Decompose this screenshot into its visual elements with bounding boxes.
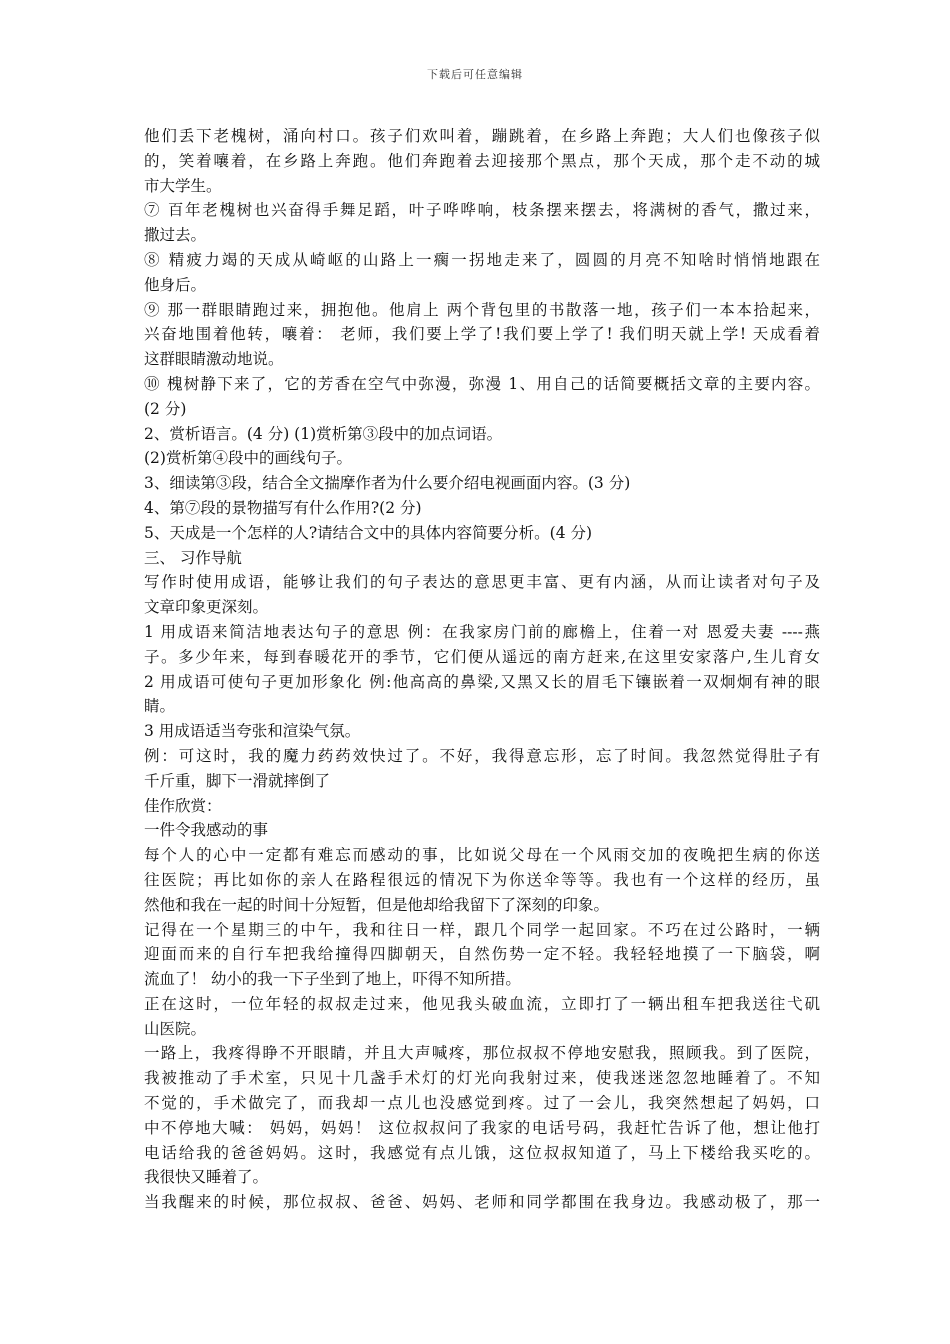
text-line: 市大学生。 bbox=[144, 176, 222, 195]
text-line: 然他和我在一起的时间十分短暂，但是他却给我留下了深刻的印象。 bbox=[144, 895, 610, 914]
document-body bbox=[144, 124, 820, 1215]
text-line: 迎面而来的自行车把我给撞得四脚朝天，自然伤势一定不轻。我轻轻地摸了一下脑袋，啊 bbox=[144, 945, 820, 964]
text-line: 撒过去。 bbox=[144, 226, 207, 245]
text-line: 3、细读第③段，结合全文揣摩作者为什么要介绍电视画面内容。(3 分) bbox=[144, 474, 631, 493]
text-line: 睛。 bbox=[144, 697, 176, 716]
text-line: 中不停地大喊： 妈妈，妈妈！ 这位叔叔问了我家的电话号码，我赶忙告诉了他，想让他打 bbox=[144, 1118, 820, 1137]
text-line: 兴奋地围着他转，嚷着： 老师，我们要上学了!我们要上学了! 我们明天就上学! 天成看着 bbox=[144, 325, 820, 344]
text-line: 往医院；再比如你的亲人在路程很远的情况下为你送伞等等。我也有一个这样的经历，虽 bbox=[144, 870, 820, 889]
text-line: 一路上，我疼得睁不开眼睛，并且大声喊疼，那位叔叔不停地安慰我，照顾我。到了医院， bbox=[144, 1044, 820, 1063]
page-header: 下载后可任意编辑 bbox=[427, 68, 523, 81]
text-line: 2 用成语可使句子更加形象化 例:他高高的鼻梁,又黑又长的眉毛下镶嵌着一双炯炯有神的眼 bbox=[144, 672, 820, 691]
text-line: 他身后。 bbox=[144, 275, 207, 294]
text-line: 子。多少年来，每到春暖花开的季节，它们便从遥远的南方赶来,在这里安家落户,生儿育女 bbox=[144, 647, 820, 666]
text-line: 的，笑着嚷着，在乡路上奔跑。他们奔跑着去迎接那个黑点，那个天成，那个走不动的城 bbox=[144, 151, 820, 170]
text-line: 不觉的，手术做完了，而我却一点儿也没感觉到疼。过了一会儿，我突然想起了妈妈，口 bbox=[144, 1094, 820, 1113]
text-line: 4、第⑦段的景物描写有什么作用?(2 分) bbox=[144, 498, 422, 517]
text-line: 这群眼睛激动地说。 bbox=[144, 350, 284, 369]
text-line: 3 用成语适当夸张和渲染气氛。 bbox=[144, 722, 361, 741]
text-line: 5、天成是一个怎样的人?请结合文中的具体内容简要分析。(4 分) bbox=[144, 523, 593, 542]
text-line: 1 用成语来简洁地表达句子的意思 例：在我家房门前的廊檐上，住着一对 恩爱夫妻 ----燕 bbox=[144, 622, 820, 641]
text-line: ⑧ 精疲力竭的天成从崎岖的山路上一瘸一拐地走来了，圆圆的月亮不知啥时悄悄地跟在 bbox=[144, 250, 820, 269]
text-line: 正在这时，一位年轻的叔叔走过来，他见我头破血流，立即打了一辆出租车把我送往弋矶 bbox=[144, 994, 820, 1013]
text-line: 写作时使用成语，能够让我们的句子表达的意思更丰富、更有内涵，从而让读者对句子及 bbox=[144, 573, 820, 592]
text-line: 千斤重，脚下一滑就摔倒了 bbox=[144, 771, 331, 790]
text-line: 我很快又睡着了。 bbox=[144, 1168, 269, 1187]
text-line: ⑦ 百年老槐树也兴奋得手舞足蹈，叶子哗哗响，枝条摆来摆去，将满树的香气，撒过来， bbox=[144, 201, 820, 220]
text-line: 记得在一个星期三的中午，我和往日一样，跟几个同学一起回家。不巧在过公路时，一辆 bbox=[144, 920, 820, 939]
text-line: 佳作欣赏： bbox=[144, 796, 222, 815]
text-line: 我被推动了手术室，只见十几盏手术灯的灯光向我射过来，使我迷迷忽忽地睡着了。不知 bbox=[144, 1069, 820, 1088]
text-line: 每个人的心中一定都有难忘而感动的事，比如说父母在一个风雨交加的夜晚把生病的你送 bbox=[144, 846, 820, 865]
text-line: 当我醒来的时候，那位叔叔、爸爸、妈妈、老师和同学都围在我身边。我感动极了，那一 bbox=[144, 1193, 820, 1212]
text-line: 2、赏析语言。(4 分) (1)赏析第③段中的加点词语。 bbox=[144, 424, 503, 443]
text-line: (2)赏析第④段中的画线句子。 bbox=[144, 449, 352, 468]
text-line: 例：可这时，我的魔力药药效快过了。不好，我得意忘形，忘了时间。我忽然觉得肚子有 bbox=[144, 746, 820, 765]
text-line: ⑩ 槐树静下来了，它的芳香在空气中弥漫，弥漫 1、用自己的话简要概括文章的主要内容。 bbox=[144, 374, 820, 393]
text-line: 他们丢下老槐树，涌向村口。孩子们欢叫着，蹦跳着，在乡路上奔跑；大人们也像孩子似 bbox=[144, 127, 820, 145]
text-line: 一件令我感动的事 bbox=[144, 821, 269, 840]
text-line: 流血了！ 幼小的我一下子坐到了地上，吓得不知所措。 bbox=[144, 970, 521, 989]
text-line: 三、 习作导航 bbox=[144, 548, 242, 567]
text-line: (2 分) bbox=[144, 399, 187, 418]
text-line: 电话给我的爸爸妈妈。这时，我感觉有点儿饿，这位叔叔知道了，马上下楼给我买吃的。 bbox=[144, 1143, 820, 1162]
text-line: 山医院。 bbox=[144, 1019, 207, 1038]
text-line: 文章印象更深刻。 bbox=[144, 598, 269, 617]
text-line: ⑨ 那一群眼睛跑过来，拥抱他。他肩上 两个背包里的书散落一地，孩子们一本本拾起来， bbox=[144, 300, 820, 319]
